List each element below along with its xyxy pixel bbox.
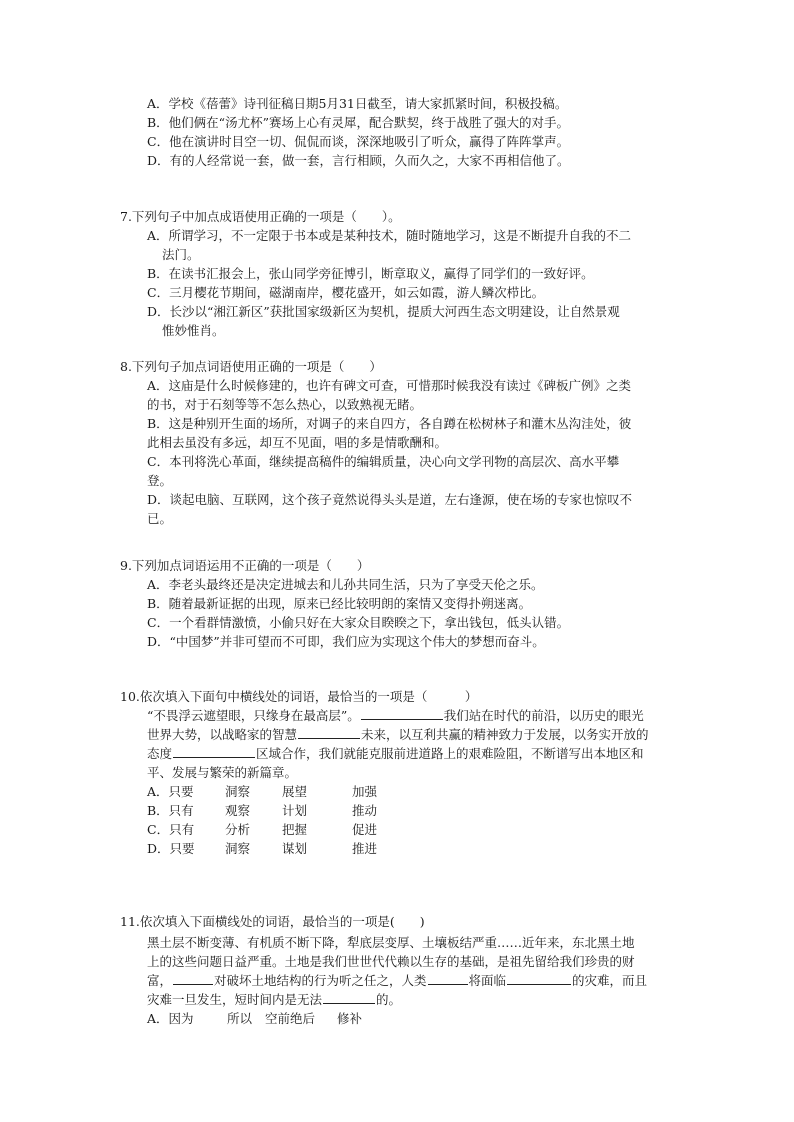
q11-choices [147,1009,407,1029]
q10-choice-b-word: 推动 [352,803,378,818]
q11-passage-line [147,971,647,990]
q10-choice-b-word: 观察 [225,803,251,818]
q10-choice-d-word: 谋划 [282,841,308,856]
q10-passage-line [147,725,649,744]
q9-option-d: D．“中国梦”并非可望而不可即，我们应为实现这个伟大的梦想而奋斗。 [147,634,545,649]
q10-passage-text: 世界大势，以战略家的智慧 [147,727,298,742]
q8-option-d-cont: 已。 [147,511,173,526]
q7-option-b: B．在读书汇报会上，张山同学旁征博引，断章取义，赢得了同学们的一致好评。 [147,266,594,281]
q10-passage-text: “不畏浮云遮望眼，只缘身在最高层”。 [147,708,360,723]
q11-passage-text: 对破坏土地结构的行为听之任之，人类 [214,973,427,988]
q11-choice-a-word: 所以 [227,1011,253,1026]
q10-choices [147,782,407,862]
q11-passage-text: 的。 [376,992,402,1007]
q11-blank-2 [428,971,468,985]
q10-choice-d-word: 洞察 [225,841,251,856]
q10-choice-c-word: 把握 [282,822,308,837]
q6-option-c: C．他在演讲时目空一切、侃侃而谈，深深地吸引了听众，赢得了阵阵掌声。 [147,134,570,149]
q10-passage-text: 区域合作，我们就能克服前进道路上的艰难险阻，不断谱写出本地区和 [256,746,644,761]
q11-passage-line: 上的这些问题日益严重。土地是我们世世代代赖以生存的基础，是祖先留给我们珍贵的财 [147,954,635,969]
q10-choice-a-word: 洞察 [225,784,251,799]
q11-passage-text: 的灾难，而且 [572,973,648,988]
q10-passage-text: 未来，以互利共赢的精神致力于发展，以务实开放的 [361,727,649,742]
q10-choice-d-label: D．只要 [147,841,195,856]
q8-option-b: B．这是种别开生面的场所，对调子的来自四方，各自蹲在松树林子和灌木丛沟洼处，彼 [147,416,632,431]
q8-option-a: A．这庙是什么时候修建的，也许有碑文可查，可惜那时候我没有读过《碑板广例》之类 [147,378,632,393]
q8-stem: 8.下列句子加点词语使用正确的一项是（ ） [120,359,382,374]
q6-option-a: A．学校《蓓蕾》诗刊征稿日期5月31日截至，请大家抓紧时间，积极投稿。 [147,96,568,111]
q8-option-d: D．谈起电脑、互联网，这个孩子竟然说得头头是道，左右逢源，使在场的专家也惊叹不 [147,492,633,507]
q10-passage-line [147,744,644,763]
q11-blank-4 [323,990,375,1004]
q11-passage-text: 富， [147,973,173,988]
q9-option-c: C．一个看群情激愤，小偷只好在大家众目睽睽之下，拿出钱包，低头认错。 [147,615,570,630]
q6-option-b: B．他们俩在“汤尤杯”赛场上心有灵犀，配合默契，终于战胜了强大的对手。 [147,115,569,130]
q9-stem: 9.下列加点词语运用不正确的一项是（ ） [120,558,370,573]
q7-option-a: A．所谓学习，不一定限于书本或是某种技术，随时随地学习，这是不断提升自我的不二 [147,228,632,243]
q9-option-a: A．李老头最终还是决定进城去和儿孙共同生活，只为了享受天伦之乐。 [147,577,544,592]
q11-blank-1 [173,971,213,985]
q10-blank-2 [298,725,360,739]
q10-choice-a-label: A．只要 [147,784,194,799]
q10-choice-a-word: 展望 [282,784,308,799]
q10-passage-text: 我们站在时代的前沿，以历史的眼光 [443,708,644,723]
q10-choice-b-word: 计划 [282,803,308,818]
q11-choice-a-word: 修补 [337,1011,363,1026]
q7-option-d: D．长沙以“湘江新区”获批国家级新区为契机，提质大河西生态文明建设，让自然景观 [147,304,620,319]
q11-passage-line [147,990,401,1009]
q10-passage-line [147,706,644,725]
q8-option-c: C．本刊将洗心革面，继续提高稿件的编辑质量，决心向文学刊物的高层次、高水平攀 [147,454,620,469]
q11-passage-line: 黑土层不断变薄、有机质不断下降，犁底层变厚、土壤板结严重……近年来，东北黑土地 [147,935,635,950]
q11-choice-a-word: 空前绝后 [265,1011,316,1026]
q10-passage-line: 平、发展与繁荣的新篇章。 [147,765,298,780]
q11-passage-text: 将面临 [468,973,507,988]
q7-option-c: C．三月樱花节期间，磁湖南岸，樱花盛开，如云如霞，游人鳞次栉比。 [147,285,545,300]
q11-choice-a-label: A．因为 [147,1011,194,1026]
q8-option-b-cont: 此相去虽没有多远，却互不见面，唱的多是情歌酬和。 [147,435,448,450]
q10-choice-c-word: 促进 [352,822,378,837]
q10-choice-a-word: 加强 [352,784,378,799]
q6-option-d: D．有的人经常说一套，做一套，言行相顾，久而久之，大家不再相信他了。 [147,153,570,168]
q9-option-b: B．随着最新证据的出现，原来已经比较明朗的案情又变得扑朔迷离。 [147,596,532,611]
q10-passage-text: 态度 [147,746,173,761]
q10-blank-3 [173,744,255,758]
q10-choice-c-label: C．只有 [147,822,195,837]
q10-choice-d-word: 推进 [352,841,378,856]
q11-passage-text: 灾难一旦发生，短时间内是无法 [147,992,323,1007]
q8-option-c-cont: 登。 [147,473,173,488]
q10-choice-c-word: 分析 [225,822,251,837]
q10-choice-b-label: B．只有 [147,803,194,818]
q7-option-a-cont: 法门。 [162,247,200,262]
q7-option-d-cont: 惟妙惟肖。 [162,323,225,338]
q8-option-a-cont: 的书，对于石刻等等不怎么热心，以致熟视无睹。 [147,397,423,412]
q11-blank-3 [507,971,571,985]
q7-stem: 7.下列句子中加点成语使用正确的一项是（ ）。 [120,209,401,224]
q10-stem: 10.依次填入下面句中横线处的词语，最恰当的一项是（ ） [120,689,478,704]
q11-stem: 11.依次填入下面横线处的词语，最恰当的一项是( ) [120,914,425,929]
q10-blank-1 [361,706,443,720]
